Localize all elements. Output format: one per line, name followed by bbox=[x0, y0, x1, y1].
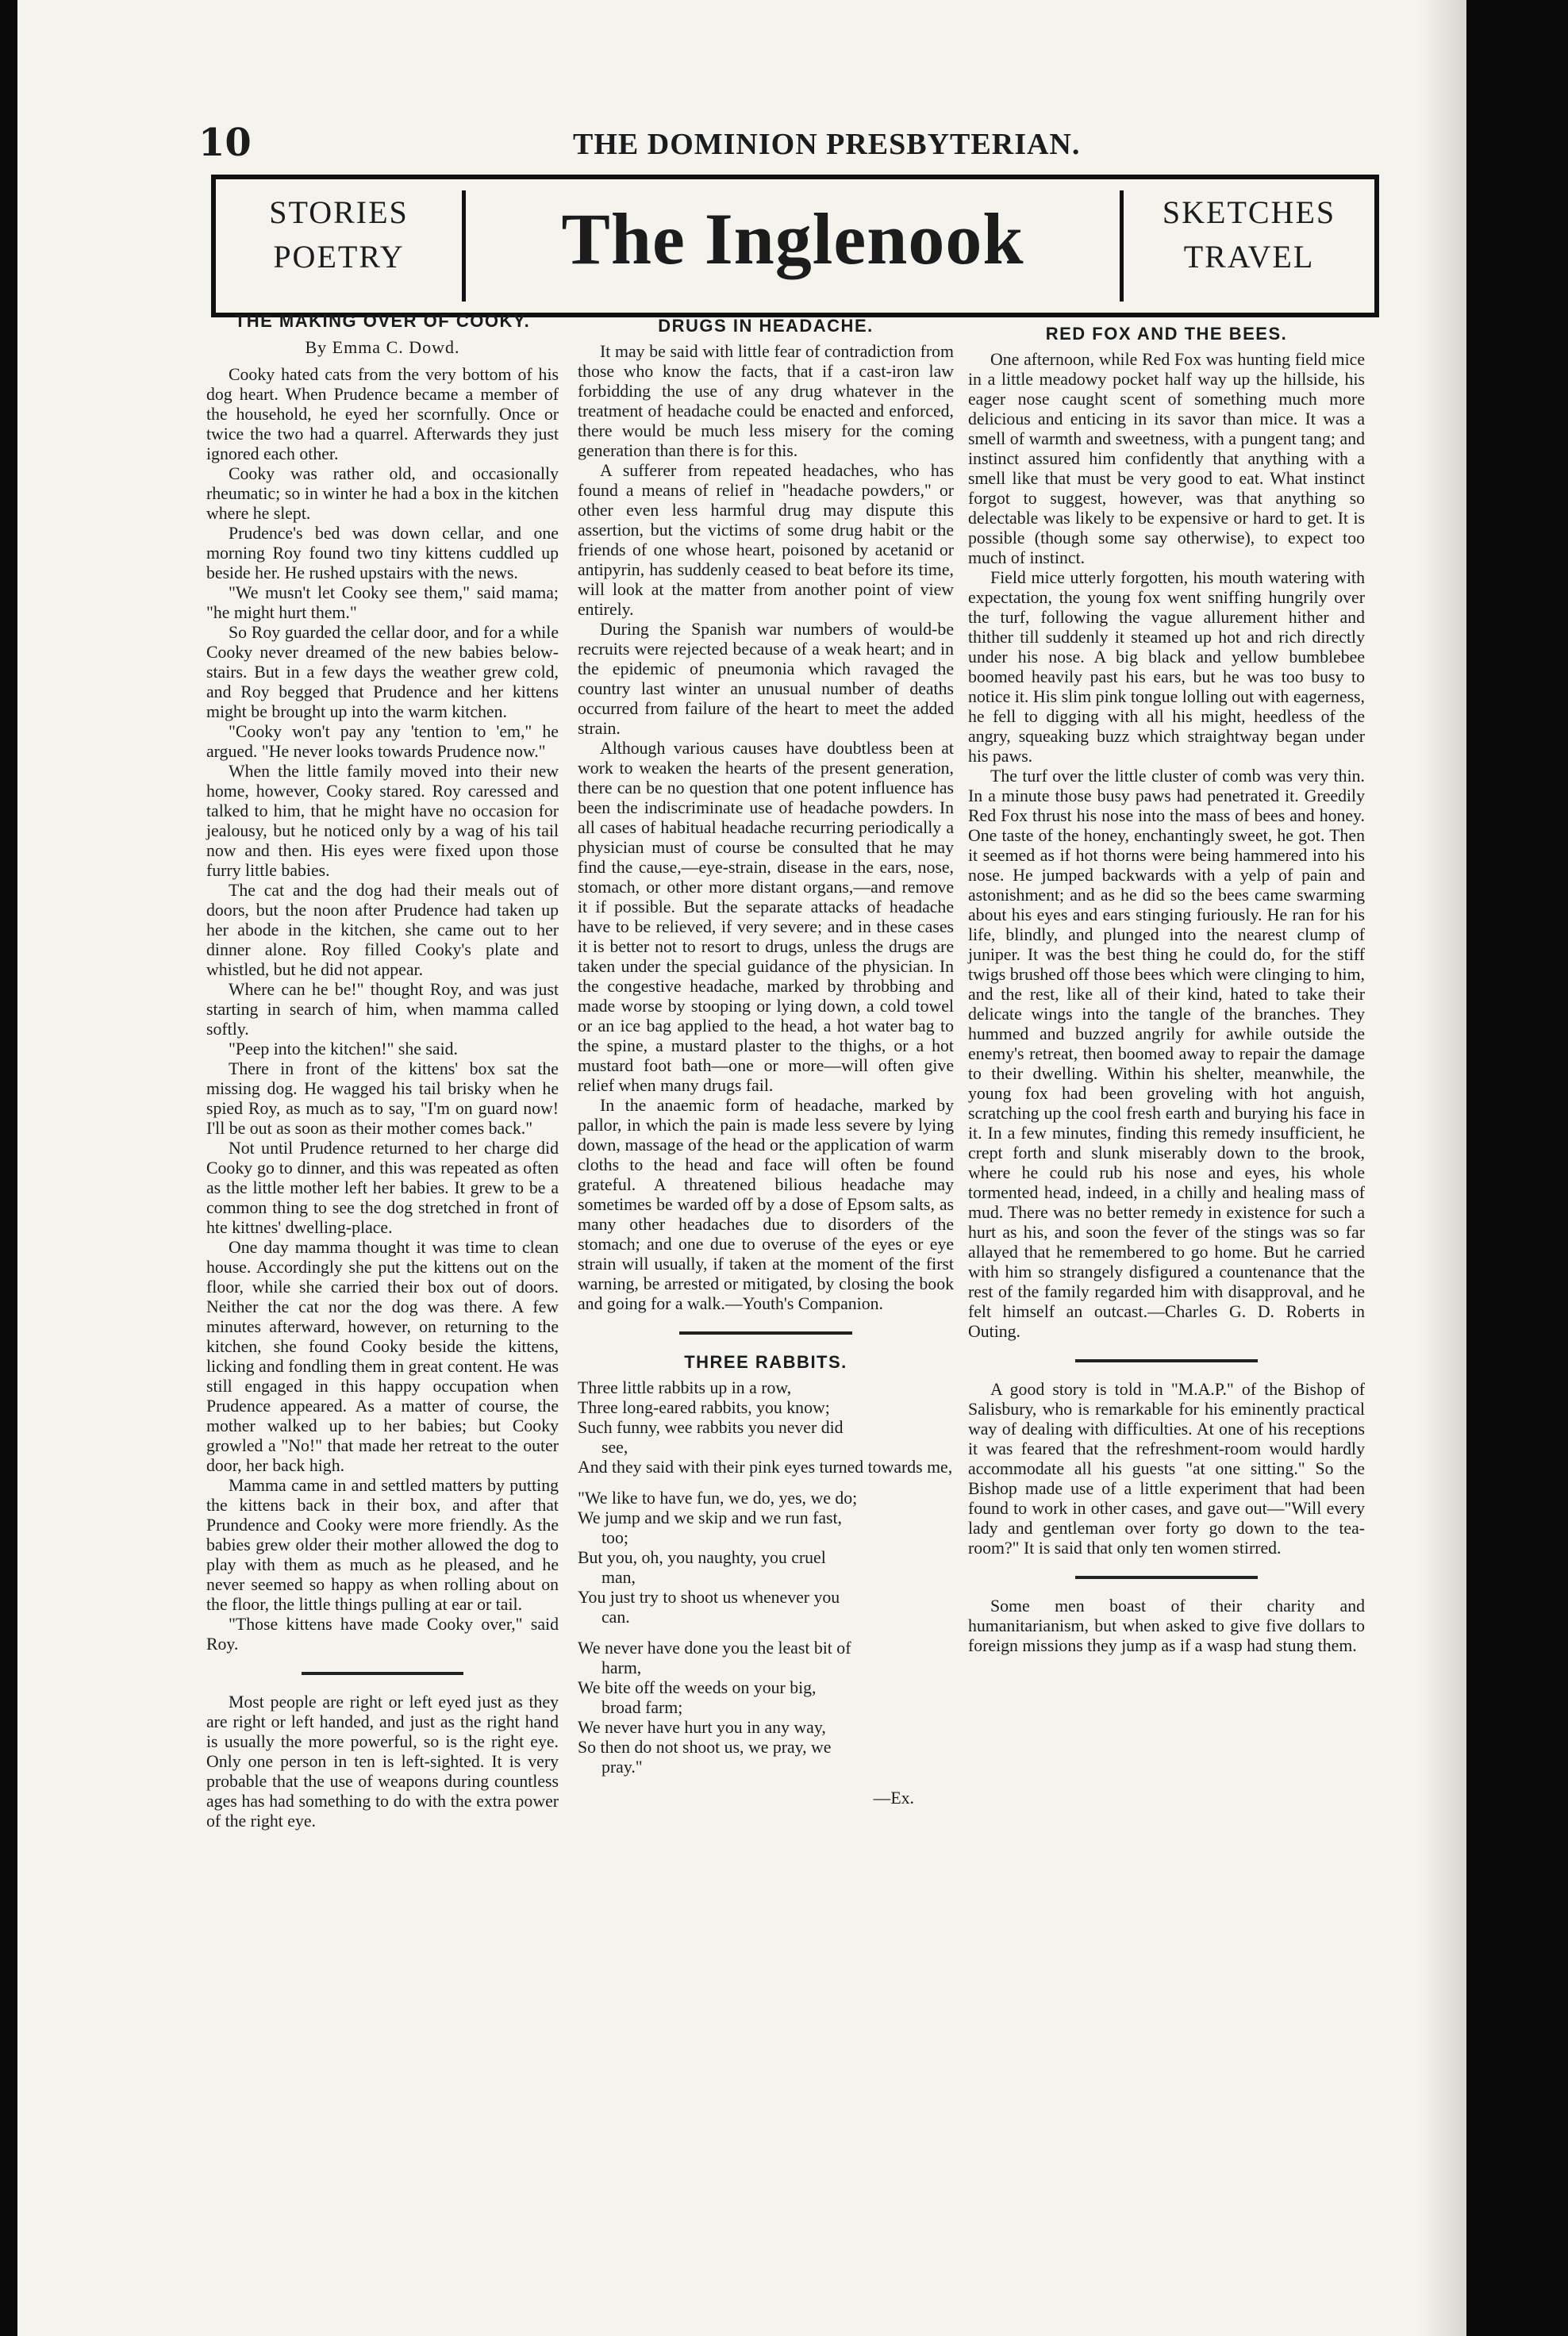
cooky-paragraph: Prudence's bed was down cellar, and one morning Roy found two tiny kittens cuddled up beside her. He rushed upstairs with the news. bbox=[206, 524, 559, 582]
masthead-sketches-label: SKETCHES bbox=[1162, 194, 1336, 230]
cooky-paragraph: When the little family moved into their new home, however, Cooky stared. Roy caressed and talked to him, that he might have no occasion for jealousy, but he noticed only by a wag of his tail now and then. His eyes were fixed upon those furry little babies. bbox=[206, 762, 559, 880]
drugs-paragraph: It may be said with little fear of contradiction from those who know the facts, that if a cast-iron law forbidding the use of any drug whatever in the treatment of headache could be enacted and enforced, there would be much less misery for the coming generation than there is for this. bbox=[578, 342, 954, 460]
cooky-headline: THE MAKING OVER OF COOKY. bbox=[234, 311, 531, 331]
redfox-paragraph: The turf over the little cluster of comb was very thin. In a minute those busy paws had penetrated it. Greedily Red Fox thrust his nose into the mass of bees and honey. One taste of the honey, enchantingly sweet, he got. Then it seemed as if hot thorns were being hammered into his nose. He jumped backwards with a yelp of pain and astonishment; and as he did so the bees came swarming about his eyes and ears stinging furiously. He ran for his life, blindly, and plunged into the nearest clump of juniper. It was the best thing he could do, for the stiff twigs brushed off those bees which were clinging to him, and the rest, like all of their kind, hated to take their delicate wings into the tangle of the branches. They hummed and buzzed angrily for awhile outside the enemy's retreat, then boomed away to repair the damage to their dwelling. Within his shelter, meanwhile, the young fox had been groveling with hot anguish, scratching up the cool fresh earth and burying his face in it. In a few minutes, finding this remedy insufficient, he crept forth and slunk miserably down to the brook, where he could rub his nose and eyes, his whole tormented head, indeed, in a chilly and healing mass of mud. There was no better remedy in existence for such a hurt as his, and soon the fever of the stings was so far allayed that he remembered to go home. But he carried with him so strangely disfigured a countenance that the rest of the family regarded him with disapproval, and he felt himself an outcast.—Charles G. D. Roberts in Outing. bbox=[968, 766, 1365, 1341]
newspaper-page bbox=[17, 0, 1466, 2336]
section-divider bbox=[1075, 1576, 1258, 1579]
cooky-byline: By Emma C. Dowd. bbox=[305, 337, 460, 357]
poem-line: You just try to shoot us whenever you bbox=[578, 1588, 840, 1607]
poem-line: We jump and we skip and we run fast, bbox=[578, 1508, 842, 1527]
poem-line: Three long-eared rabbits, you know; bbox=[578, 1398, 830, 1417]
running-head: THE DOMINION PRESBYTERIAN. bbox=[573, 128, 1081, 161]
masthead-stories-label: STORIES bbox=[269, 194, 409, 230]
cooky-paragraph: Cooky was rather old, and occasionally rheumatic; so in winter he had a box in the kitchen where he slept. bbox=[206, 464, 559, 523]
poem-line: And they said with their pink eyes turned towards me, bbox=[578, 1458, 953, 1477]
poem-line: But you, oh, you naughty, you cruel bbox=[578, 1548, 826, 1567]
masthead-poetry-label: POETRY bbox=[273, 239, 405, 275]
drugs-headline: DRUGS IN HEADACHE. bbox=[658, 316, 874, 336]
cooky-paragraph: So Roy guarded the cellar door, and for a while Cooky never dreamed of the new babies below-stairs. But in a few days the weather grew cold, and Roy begged that Prudence and her kittens might be brought up into the warm kitchen. bbox=[206, 623, 559, 721]
cooky-paragraph: Cooky hated cats from the very bottom of his dog heart. When Prudence became a member of the household, he eyed her scornfully. Once or twice the two had a quarrel. Afterwards they just ignored each other. bbox=[206, 365, 559, 463]
poem-line: can. bbox=[601, 1608, 630, 1627]
poem-line: "We like to have fun, we do, yes, we do; bbox=[578, 1489, 858, 1508]
section-divider bbox=[679, 1331, 852, 1335]
page-number: 10 bbox=[198, 121, 252, 165]
poem-line: broad farm; bbox=[601, 1698, 683, 1717]
eyes-paragraph: Most people are right or left eyed just as they are right or left handed, and just as the right hand is usually the more powerful, so is the right eye. Only one person in ten is left-sighted. It is very probable that the use of weapons during countless ages has had something to do with the extra power of the right eye. bbox=[206, 1692, 559, 1831]
masthead-travel-label: TRAVEL bbox=[1183, 239, 1315, 275]
rabbits-source: —Ex. bbox=[873, 1788, 914, 1808]
drugs-paragraph: In the anaemic form of headache, marked by pallor, in which the pain is made less severe by lying down, massage of the head or the application of warm cloths to the head and face will often be found grateful. A threatened bilious headache may sometimes be warded off by a dose of Epsom salts, as many other headaches due to disorders of the stomach; and one due to overuse of the eyes or eye strain will usually, if taken at the moment of the first warning, be arrested or mitigated, by closing the book and going for a walk.—Youth's Companion. bbox=[578, 1096, 954, 1313]
cooky-paragraph: "Those kittens have made Cooky over," said Roy. bbox=[206, 1615, 559, 1654]
masthead-box bbox=[211, 175, 1379, 317]
poem-line: harm, bbox=[601, 1658, 642, 1677]
poem-stanza bbox=[578, 1639, 954, 1777]
poem-stanza bbox=[578, 1378, 954, 1477]
poem-line: We never have done you the least bit of bbox=[578, 1639, 851, 1658]
rabbits-headline: THREE RABBITS. bbox=[684, 1352, 847, 1372]
cooky-paragraph: Not until Prudence returned to her charge did Cooky go to dinner, and this was repeated as often as the little mother left her babies. It grew to be a common thing to see the dog stretched in front of hte kittnes' dwelling-place. bbox=[206, 1139, 559, 1237]
cooky-paragraph: One day mamma thought it was time to clean house. Accordingly she put the kittens out on the floor, while she carried their box out of doors. Neither the cat nor the dog was there. A few minutes afterward, however, on returning to the kitchen, she found Cooky beside the kittens, licking and fondling them in great content. He was still engaged in this happy occupation when Prudence appeared. As a matter of course, the mother walked up to her babies; but Cooky growled a "No!" that made her retreat to the outer door, her back high. bbox=[206, 1238, 559, 1475]
poem-line: Such funny, wee rabbits you never did bbox=[578, 1418, 844, 1437]
rabbits-poem bbox=[578, 1378, 954, 1777]
poem-line: man, bbox=[601, 1568, 636, 1587]
column-middle bbox=[578, 311, 954, 1808]
poem-line: too; bbox=[601, 1528, 628, 1547]
cooky-paragraph: There in front of the kittens' box sat the missing dog. He wagged his tail brisky when he spied Roy, as much as to say, "I'm on guard now! I'll be out as soon as their mother comes back." bbox=[206, 1059, 559, 1138]
column-right bbox=[968, 311, 1365, 1656]
poem-line: see, bbox=[601, 1438, 628, 1457]
redfox-paragraph: One afternoon, while Red Fox was hunting field mice in a little meadowy pocket half way up the hillside, his eager nose caught scent of something much more delicious and enticing in its savor than mice. It was a smell of warmth and sweetness, with a pungent tang; and instinct assured him confidently that anything with a smell like that must be very good to eat. What instinct forgot to suggest, however, was that anything so delectable was likely to be expensive or hard to get. It is possible (though some say otherwise), to expect too much of instinct. bbox=[968, 350, 1365, 567]
poem-line: pray." bbox=[601, 1758, 643, 1777]
masthead-right-panel bbox=[1120, 190, 1374, 302]
poem-stanza bbox=[578, 1489, 954, 1627]
drugs-paragraph: During the Spanish war numbers of would-be recruits were rejected because of a weak heart; and in the epidemic of pneumonia which ravaged the country last winter an unusual number of deaths occurred from failure of the heart to meet the added strain. bbox=[578, 620, 954, 738]
redfox-headline: RED FOX AND THE BEES. bbox=[1045, 324, 1288, 344]
masthead-title: The Inglenook bbox=[561, 198, 1024, 279]
poem-line: Three little rabbits up in a row, bbox=[578, 1378, 792, 1397]
poem-line: We never have hurt you in any way, bbox=[578, 1718, 826, 1737]
drugs-paragraph: Although various causes have doubtless been at work to weaken the hearts of the present generation, there can be no question that one potent influence has been the indiscriminate use of headache powders. In all cases of habitual headache recurring periodically a physician must of course be consulted that he may find the cause,—eye-strain, disease in the ears, nose, stomach, or other more distant organs,—and remove it if possible. But the separate attacks of headache have to be relieved, if very severe; and in these cases it is better not to resort to drugs, unless the drugs are taken under the special guidance of the physician. In the congestive headache, marked by throbbing and made worse by stooping or lying down, a cold towel or an ice bag applied to the head, a hot water bag to the spine, a mustard plaster to the thighs, or a hot mustard foot bath—one or more—will often give relief when many drugs fail. bbox=[578, 739, 954, 1095]
charity-paragraph: Some men boast of their charity and humanitarianism, but when asked to give five dollars to foreign missions they jump as if a wasp had stung them. bbox=[968, 1596, 1365, 1655]
cooky-paragraph: "Cooky won't pay any 'tention to 'em," he argued. "He never looks towards Prudence now." bbox=[206, 722, 559, 761]
redfox-paragraph: Field mice utterly forgotten, his mouth watering with expectation, the young fox went sniffing hungrily over the turf, following the vague allurement hither and thither till suddenly it steamed up hot and rich directly under his nose. A big black and yellow bumblebee boomed heavily past his ears, but he was too busy to notice it. His slim pink tongue lolling out with eagerness, he fell to digging with all his might, heedless of the angry, squeaking buzz which straightway began under his paws. bbox=[968, 568, 1365, 766]
cooky-paragraph: Where can he be!" thought Roy, and was just starting in search of him, when mamma called softly. bbox=[206, 980, 559, 1039]
cooky-paragraph: Mamma came in and settled matters by putting the kittens back in their box, and after that Prundence and Cooky were more friendly. As the babies grew older their mother allowed the dog to play with them as much as he pleased, and he never seemed so happy as when rolling about on the floor, the little things pulling at ear or tail. bbox=[206, 1476, 559, 1614]
salisbury-paragraph: A good story is told in "M.A.P." of the Bishop of Salisbury, who is remarkable for his eminently practical way of dealing with difficulties. At one of his receptions it was feared that the refreshment-room would hardly accommodate all his guests "at one sitting." So the Bishop made use of a little experiment that had been found to work in other cases, and gave out—"Will every lady and gentleman over forty go down to the tea-room?" It is said that only ten women stirred. bbox=[968, 1380, 1365, 1558]
masthead-left-panel bbox=[216, 190, 466, 302]
column-left bbox=[206, 311, 559, 1831]
section-divider bbox=[1075, 1359, 1258, 1362]
poem-line: So then do not shoot us, we pray, we bbox=[578, 1738, 832, 1757]
cooky-paragraph: "We musn't let Cooky see them," said mama; "he might hurt them." bbox=[206, 583, 559, 622]
poem-line: We bite off the weeds on your big, bbox=[578, 1678, 817, 1697]
section-divider bbox=[302, 1672, 463, 1675]
cooky-paragraph: The cat and the dog had their meals out of doors, but the noon after Prudence had taken up her abode in the kitchen, she came out to her dinner alone. Roy filled Cooky's plate and whistled, but he did not appear. bbox=[206, 881, 559, 979]
drugs-paragraph: A sufferer from repeated headaches, who has found a means of relief in "headache powders," or other even less harmful drug may dispute this assertion, but the victims of some drug habit or the friends of one whose heart, poisoned by acetanid or antipyrin, has suddenly ceased to beat before its time, will look at the matter from another point of view entirely. bbox=[578, 461, 954, 619]
cooky-paragraph: "Peep into the kitchen!" she said. bbox=[229, 1039, 458, 1058]
